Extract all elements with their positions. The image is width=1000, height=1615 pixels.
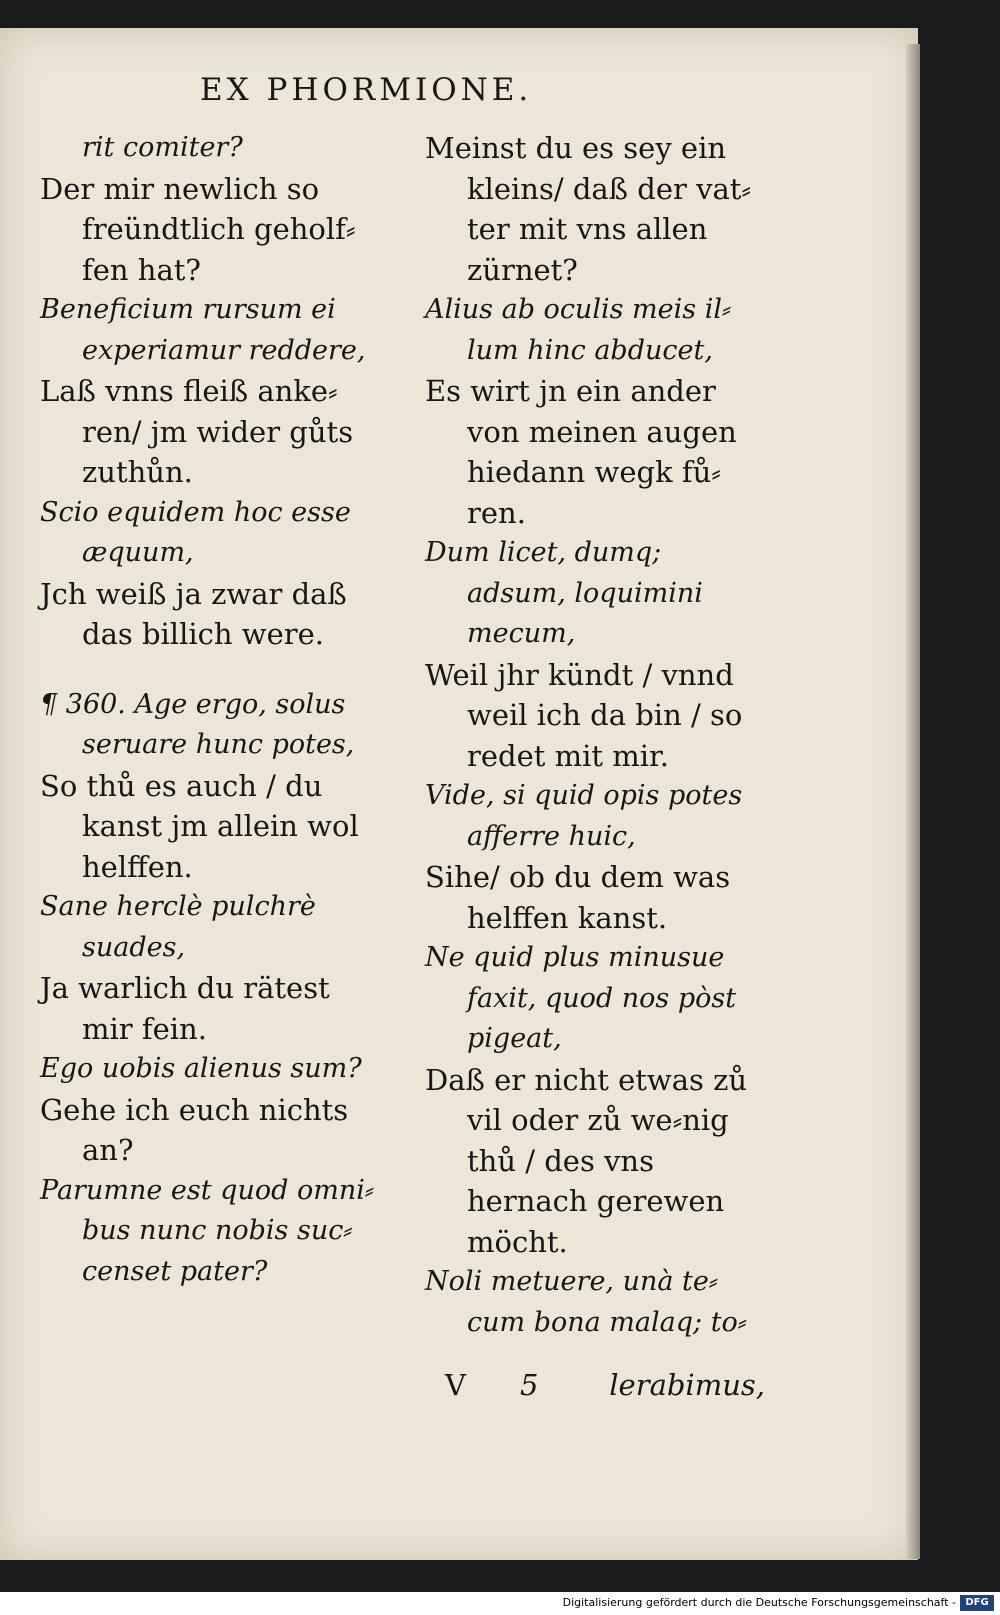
latin-line: Scio equidem hoc esse æquum, — [40, 496, 351, 568]
latin-line: Dum licet, dumq; adsum, loquimini mecum, — [425, 537, 703, 649]
latin-line: Beneficium rursum ei experiamur reddere, — [40, 294, 366, 366]
german-line: Sihe/ ob du dem was helffen kanst. — [425, 860, 731, 935]
latin-line: Vide, si quid opis potes afferre huic, — [425, 780, 743, 852]
signature-number: 5 — [520, 1368, 539, 1402]
german-line: Jch weiß ja zwar daß das billich were. — [40, 576, 347, 651]
latin-line: Ne quid plus minusue faxit, quod nos pòst pigeat, — [425, 942, 737, 1054]
left-column — [40, 128, 385, 1292]
german-line: Daß er nicht etwas zů vil oder zů we⸗nig thů / des vns hernach gerewen möcht. — [425, 1062, 748, 1259]
right-column — [425, 128, 765, 1343]
catchword: lerabimus, — [609, 1368, 765, 1402]
german-line: Der mir newlich so freündtlich geholf⸗fen hat? — [40, 171, 356, 287]
latin-line: Ego uobis alienus sum? — [40, 1053, 362, 1084]
german-line: Meinst du es sey ein kleins/ daß der vat⸗ter mit vns allen zürnet? — [425, 131, 752, 287]
german-line: Weil jhr kündt / vnnd weil ich da bin / so redet mit mir. — [425, 657, 743, 773]
german-line: Laß vnns fleiß anke⸗ren/ jm wider gůts zuthůn. — [40, 374, 354, 489]
running-header: EX PHORMIONE. — [200, 72, 533, 108]
funding-credit: Digitalisierung gefördert durch die Deutsche Forschungsgemeinschaft - — [562, 1596, 956, 1609]
dfg-logo: DFG — [960, 1595, 994, 1611]
latin-line: Noli metuere, unà te⸗cum bona malaq; to⸗ — [425, 1266, 747, 1338]
latin-line: Sane herclè pulchrè suades, — [40, 891, 316, 963]
section-gap — [40, 655, 385, 685]
german-line: So thů es auch / du kanst jm allein wol helffen. — [40, 768, 359, 884]
page-edge — [906, 44, 920, 1559]
german-line: Es wirt jn ein ander von meinen augen hiedann wegk fů⸗ren. — [425, 374, 737, 530]
latin-line: rit comiter? — [82, 132, 243, 163]
german-line: Ja warlich du rätest mir fein. — [40, 971, 330, 1046]
german-line: Gehe ich euch nichts an? — [40, 1092, 349, 1167]
latin-line: ¶ 360. Age ergo, solus seruare hunc potes, — [40, 688, 355, 760]
latin-line: Alius ab oculis meis il⸗lum hinc abducet, — [425, 294, 731, 366]
signature-mark: V — [445, 1368, 466, 1402]
latin-line: Parumne est quod omni⸗bus nunc nobis suc⸗censet pater? — [40, 1174, 374, 1287]
